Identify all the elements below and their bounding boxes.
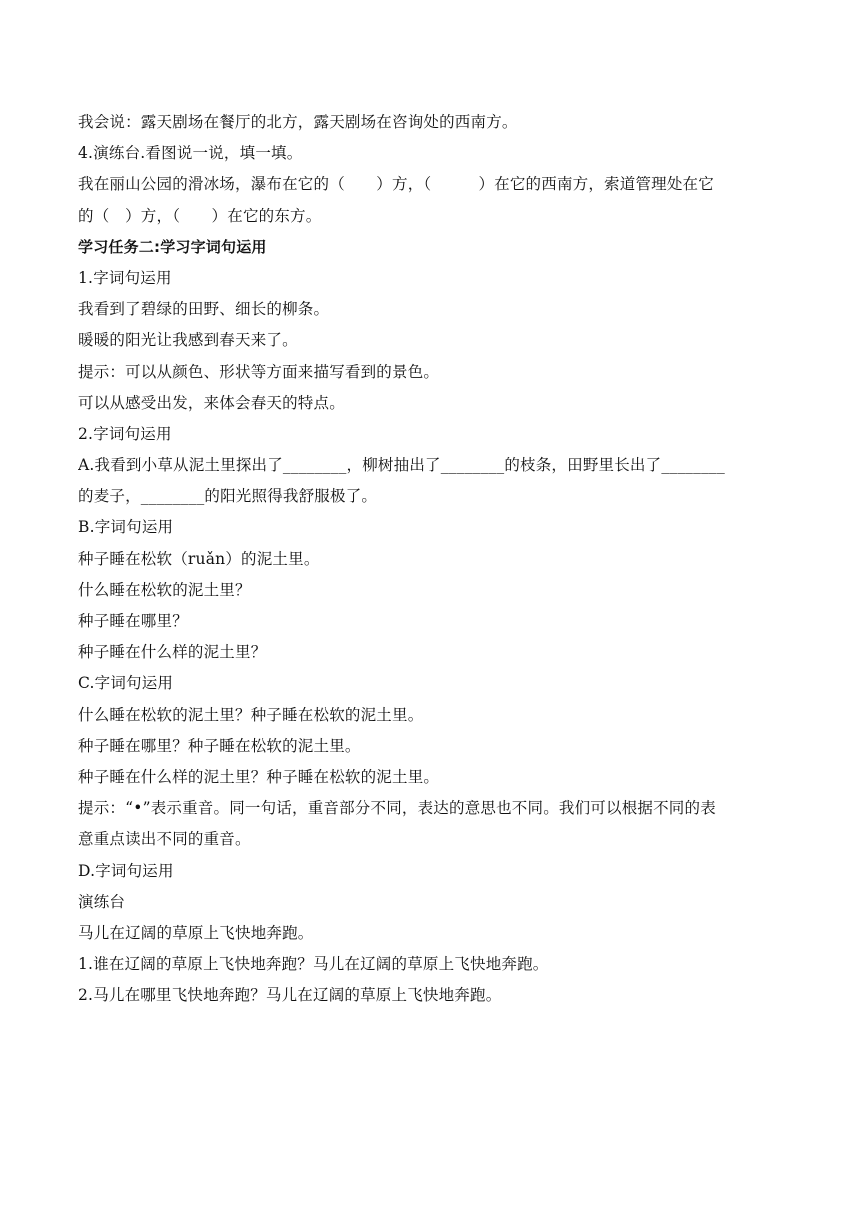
exercise-heading: 4.演练台.看图说一说，填一填。 (78, 144, 303, 163)
text-line: 马儿在辽阔的草原上飞快地奔跑。 (78, 923, 314, 942)
document-page (78, 107, 788, 1011)
hint-line: 可以从感受出发，来体会春天的特点。 (78, 393, 345, 412)
subsection-heading: 2.字词句运用 (78, 424, 172, 443)
question-line: 种子睡在哪里？ (78, 612, 188, 630)
qa-line: 1.谁在辽阔的草原上飞快地奔跑？马儿在辽阔的草原上飞快地奔跑。 (78, 955, 549, 974)
text-line: 暖暖的阳光让我感到春天来了。 (78, 331, 298, 350)
qa-line: 什么睡在松软的泥土里？种子睡在松软的泥土里。 (78, 705, 424, 724)
hint-line: 提示：“•”表示重音。同一句话，重音部分不同，表达的意思也不同。我们可以根据不同的表 (78, 799, 716, 818)
text-line: 种子睡在松软（ruǎn）的泥土里。 (78, 549, 320, 568)
question-line: 种子睡在什么样的泥土里？ (78, 643, 267, 662)
question-line: 什么睡在松软的泥土里？ (78, 580, 251, 599)
fill-blank-line: A.我看到小草从泥土里探出了________，柳树抽出了________的枝条，田野里长出了________ (78, 456, 725, 475)
subsection-heading: C.字词句运用 (78, 674, 174, 693)
fill-blank-line: 的麦子，________的阳光照得我舒服极了。 (78, 487, 378, 506)
qa-line: 2.马儿在哪里飞快地奔跑？马儿在辽阔的草原上飞快地奔跑。 (78, 986, 502, 1005)
text-line: 的（ ）方，（ ）在它的东方。 (78, 206, 322, 225)
text-line: 我在丽山公园的滑冰场，瀑布在它的（ ）方，（ ）在它的西南方，索道管理处在它 (78, 175, 714, 194)
subsection-heading: D.字词句运用 (78, 861, 174, 880)
hint-line: 提示：可以从颜色、形状等方面来描写看到的景色。 (78, 362, 440, 381)
subsection-heading: B.字词句运用 (78, 518, 174, 537)
section-heading: 学习任务二:学习字词句运用 (78, 237, 267, 256)
qa-line: 种子睡在什么样的泥土里？种子睡在松软的泥土里。 (78, 767, 440, 786)
exercise-label: 演练台 (78, 892, 126, 911)
qa-line: 种子睡在哪里？种子睡在松软的泥土里。 (78, 736, 361, 755)
text-line: 我看到了碧绿的田野、细长的柳条。 (78, 300, 330, 319)
subsection-heading: 1.字词句运用 (78, 268, 172, 287)
text-line: 我会说：露天剧场在餐厅的北方，露天剧场在咨询处的西南方。 (78, 113, 518, 131)
hint-line: 意重点读出不同的重音。 (78, 830, 251, 849)
